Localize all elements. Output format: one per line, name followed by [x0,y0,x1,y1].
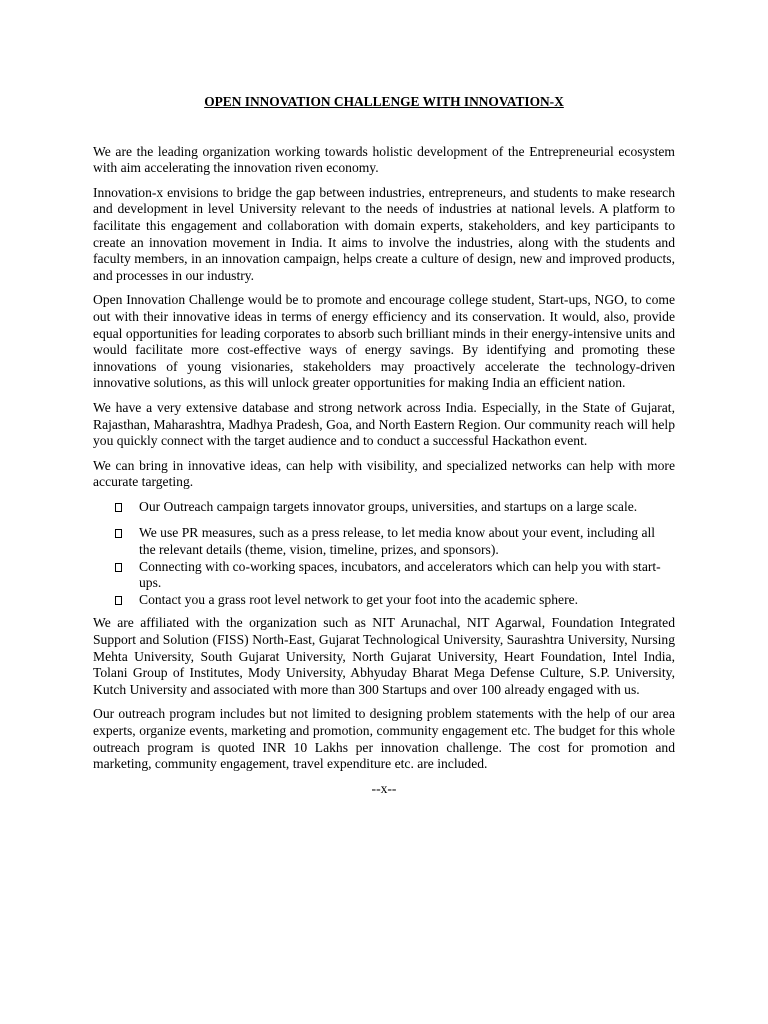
bullet-text: Connecting with co-working spaces, incubators, and accelerators which can help you with start-ups. [139,558,661,591]
bullet-text: Our Outreach campaign targets innovator groups, universities, and startups on a large scale. [139,498,638,514]
bullet-item [93,525,675,558]
intro-paragraph: We are the leading organization working towards holistic development of the Entrepreneurial ecosystem with aim accelerating the innovation riven economy. [93,143,675,176]
bullet-item [93,592,675,609]
bullet-text: We use PR measures, such as a press release, to let media know about your event, including all the relevant details (theme, vision, timeline, prizes, and sponsors). [139,525,656,558]
bullet-text: Contact you a grass root level network to get your foot into the academic sphere. [139,591,579,607]
affiliations-paragraph: We are affiliated with the organization such as NIT Arunachal, NIT Agarwal, Foundation Integrated Support and Solution (FISS) North-East, Gujarat Technological University, Saurashtra University, Nursing Mehta University, South Gujarat University, North Gujarat University, Heart Foundation, Intel India, Tolani Group of Institutes, Mody University, Abhyuday Bharat Mega Defense Culture, S.P. University, Kutch University and associated with more than 300 Startups and over 100 already engaged with us. [93,615,675,697]
document-title: OPEN INNOVATION CHALLENGE WITH INNOVATION-X [204,94,564,109]
network-paragraph: We have a very extensive database and strong network across India. Especially, in the State of Gujarat, Rajasthan, Maharashtra, Madhya Pradesh, Goa, and North Eastern Region. Our community reach will help you quickly connect with the target audience and to conduct a successful Hackathon event. [93,399,675,449]
bullet-box-icon [115,529,122,538]
bullet-box-icon [115,563,122,572]
challenge-paragraph: Open Innovation Challenge would be to promote and encourage college student, Start-ups, NGO, to come out with their innovative ideas in terms of energy efficiency and its conservation. It would, also, provide equal opportunities for leading corporates to absorb such brilliant minds in their energy-intensive units and would facilitate more cost-effective ways of energy savings. By identifying and promoting these innovations of young visionaries, stakeholders may proactively accelerate the technology-driven innovative solutions, as this will unlock greater opportunities for making India an efficient nation. [93,292,675,391]
document-page [93,94,675,797]
vision-paragraph: Innovation-x envisions to bridge the gap between industries, entrepreneurs, and students to make research and development in level University relevant to the needs of industries at national levels. A platform to facilitate this engagement and collaboration with domain experts, stakeholders, and key participants to create an innovation movement in India. It aims to involve the industries, along with the students and faculty members, in an innovation campaign, helps create a culture of design, new and improved products, and processes in our industry. [93,184,675,283]
bullet-item [93,559,675,592]
bullet-box-icon [115,596,122,605]
bullet-item [93,499,675,516]
end-mark: --x-- [371,780,397,796]
bullet-box-icon [115,503,122,512]
ideas-paragraph: We can bring in innovative ideas, can help with visibility, and specialized networks can help with more accurate targeting. [93,457,675,490]
bullet-list [93,499,675,609]
budget-paragraph: Our outreach program includes but not limited to designing problem statements with the help of our area experts, organize events, marketing and promotion, community engagement etc. The budget for this whole outreach program is quoted INR 10 Lakhs per innovation challenge. The cost for promotion and marketing, community engagement, travel expenditure etc. are included. [93,706,675,772]
